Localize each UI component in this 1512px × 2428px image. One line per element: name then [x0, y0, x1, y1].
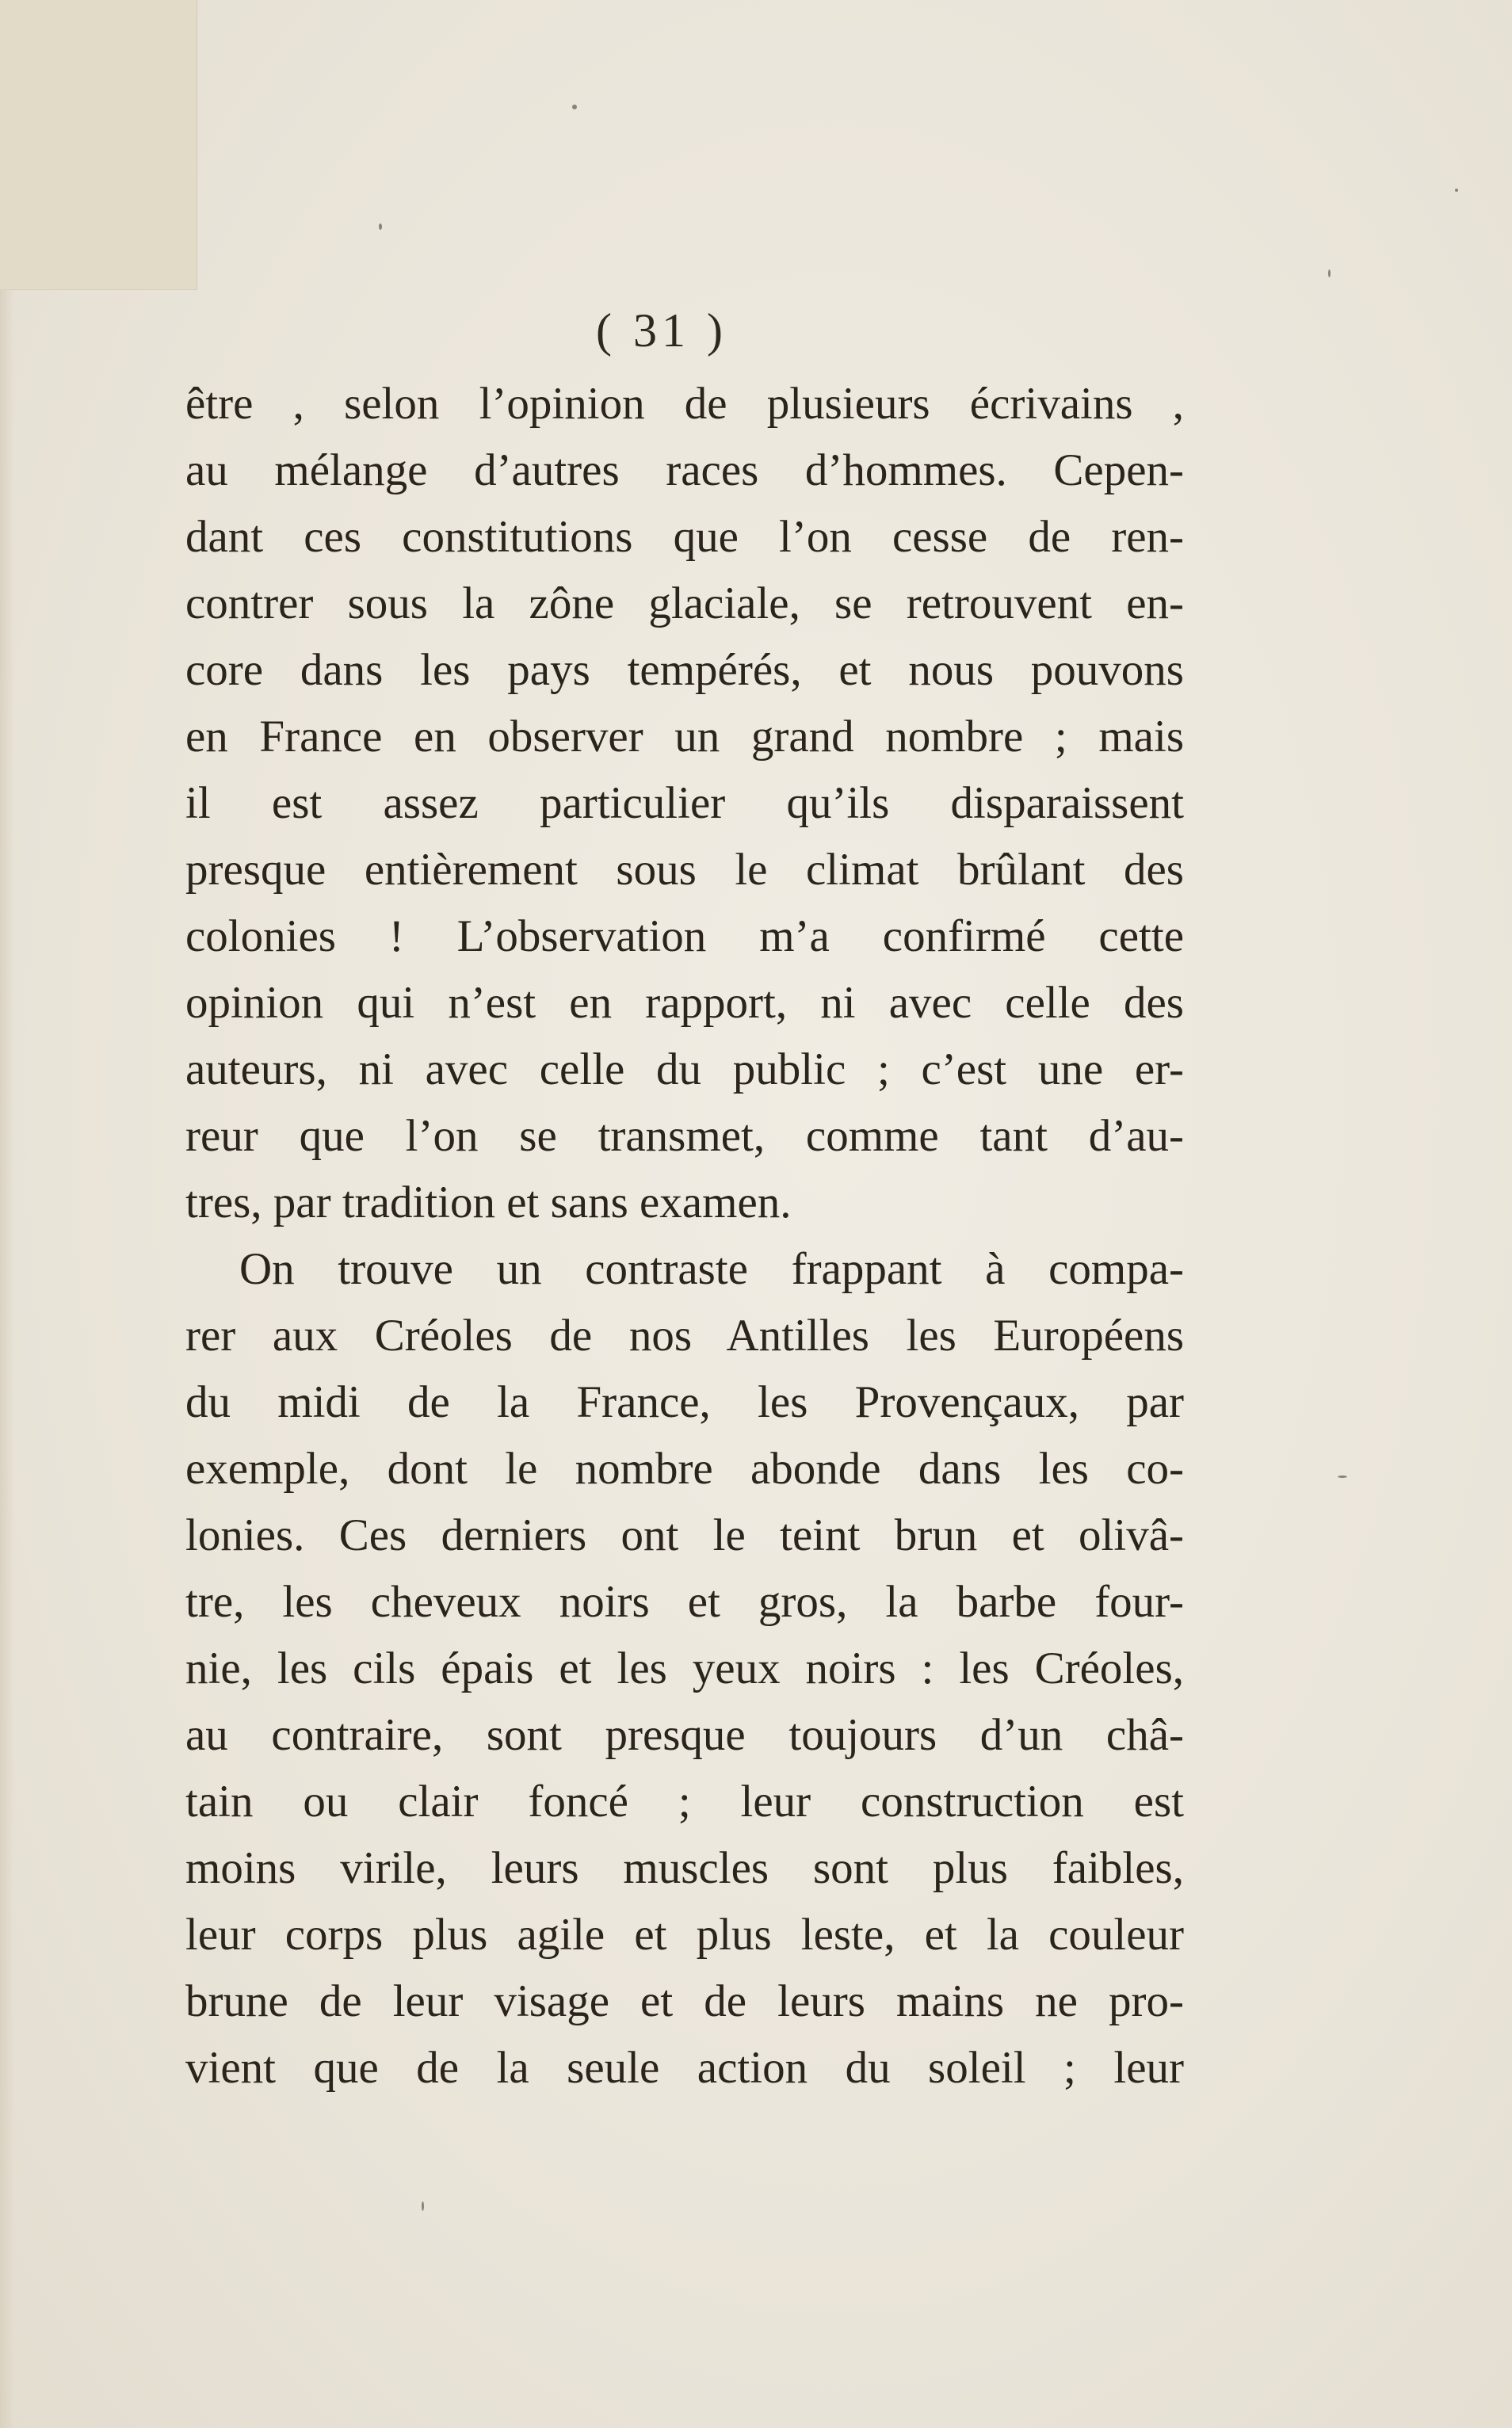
text-line: exemple, dont le nombre abonde dans les co- [185, 1444, 1184, 1494]
text-line: auteurs, ni avec celle du public ; c’est une er- [185, 1044, 1184, 1094]
text-line: reur que l’on se transmet, comme tant d’au- [185, 1111, 1184, 1161]
text-line: tain ou clair foncé ; leur construction est [185, 1777, 1184, 1827]
paper-speck [422, 2201, 424, 2211]
text-line: au contraire, sont presque toujours d’un châ- [185, 1710, 1184, 1760]
text-line: être , selon l’opinion de plusieurs écrivains , [185, 379, 1184, 429]
body-text [185, 371, 1184, 2102]
paragraph-start-line: On trouve un contraste frappant à compa- [239, 1244, 1184, 1294]
text-line: brune de leur visage et de leurs mains ne pro- [185, 1976, 1184, 2026]
text-line: tre, les cheveux noirs et gros, la barbe four- [185, 1577, 1184, 1627]
text-line: rer aux Créoles de nos Antilles les Européens [185, 1311, 1184, 1361]
page-left-shadow [0, 289, 14, 2428]
text-line: nie, les cils épais et les yeux noirs : les Créoles, [185, 1643, 1184, 1693]
text-line: presque entièrement sous le climat brûlant des [185, 845, 1184, 895]
paper-speck [379, 223, 382, 230]
paper-speck [1338, 1476, 1347, 1478]
text-line: au mélange d’autres races d’hommes. Cepen- [185, 445, 1184, 495]
page-number: ( 31 ) [596, 304, 727, 357]
text-line: leur corps plus agile et plus leste, et la couleur [185, 1910, 1184, 1960]
text-line: il est assez particulier qu’ils disparaissent [185, 778, 1184, 828]
paper-speck [1328, 269, 1331, 277]
text-line: core dans les pays tempérés, et nous pouvons [185, 645, 1184, 695]
paragraph-end-line: tres, par tradition et sans examen. [185, 1178, 792, 1227]
text-line: dant ces constitutions que l’on cesse de ren- [185, 512, 1184, 562]
paper-speck [1455, 189, 1458, 192]
paper-speck [572, 105, 577, 109]
text-line: colonies ! L’observation m’a confirmé cette [185, 911, 1184, 961]
text-line: vient que de la seule action du soleil ; leur [185, 2043, 1184, 2093]
text-line: en France en observer un grand nombre ; mais [185, 712, 1184, 762]
text-line: opinion qui n’est en rapport, ni avec celle des [185, 978, 1184, 1028]
paper-tab-strip [0, 0, 197, 290]
text-line: du midi de la France, les Provençaux, par [185, 1377, 1184, 1427]
text-line: moins virile, leurs muscles sont plus faibles, [185, 1843, 1184, 1893]
text-line: lonies. Ces derniers ont le teint brun et olivâ- [185, 1510, 1184, 1560]
text-line: contrer sous la zône glaciale, se retrouvent en- [185, 578, 1184, 628]
